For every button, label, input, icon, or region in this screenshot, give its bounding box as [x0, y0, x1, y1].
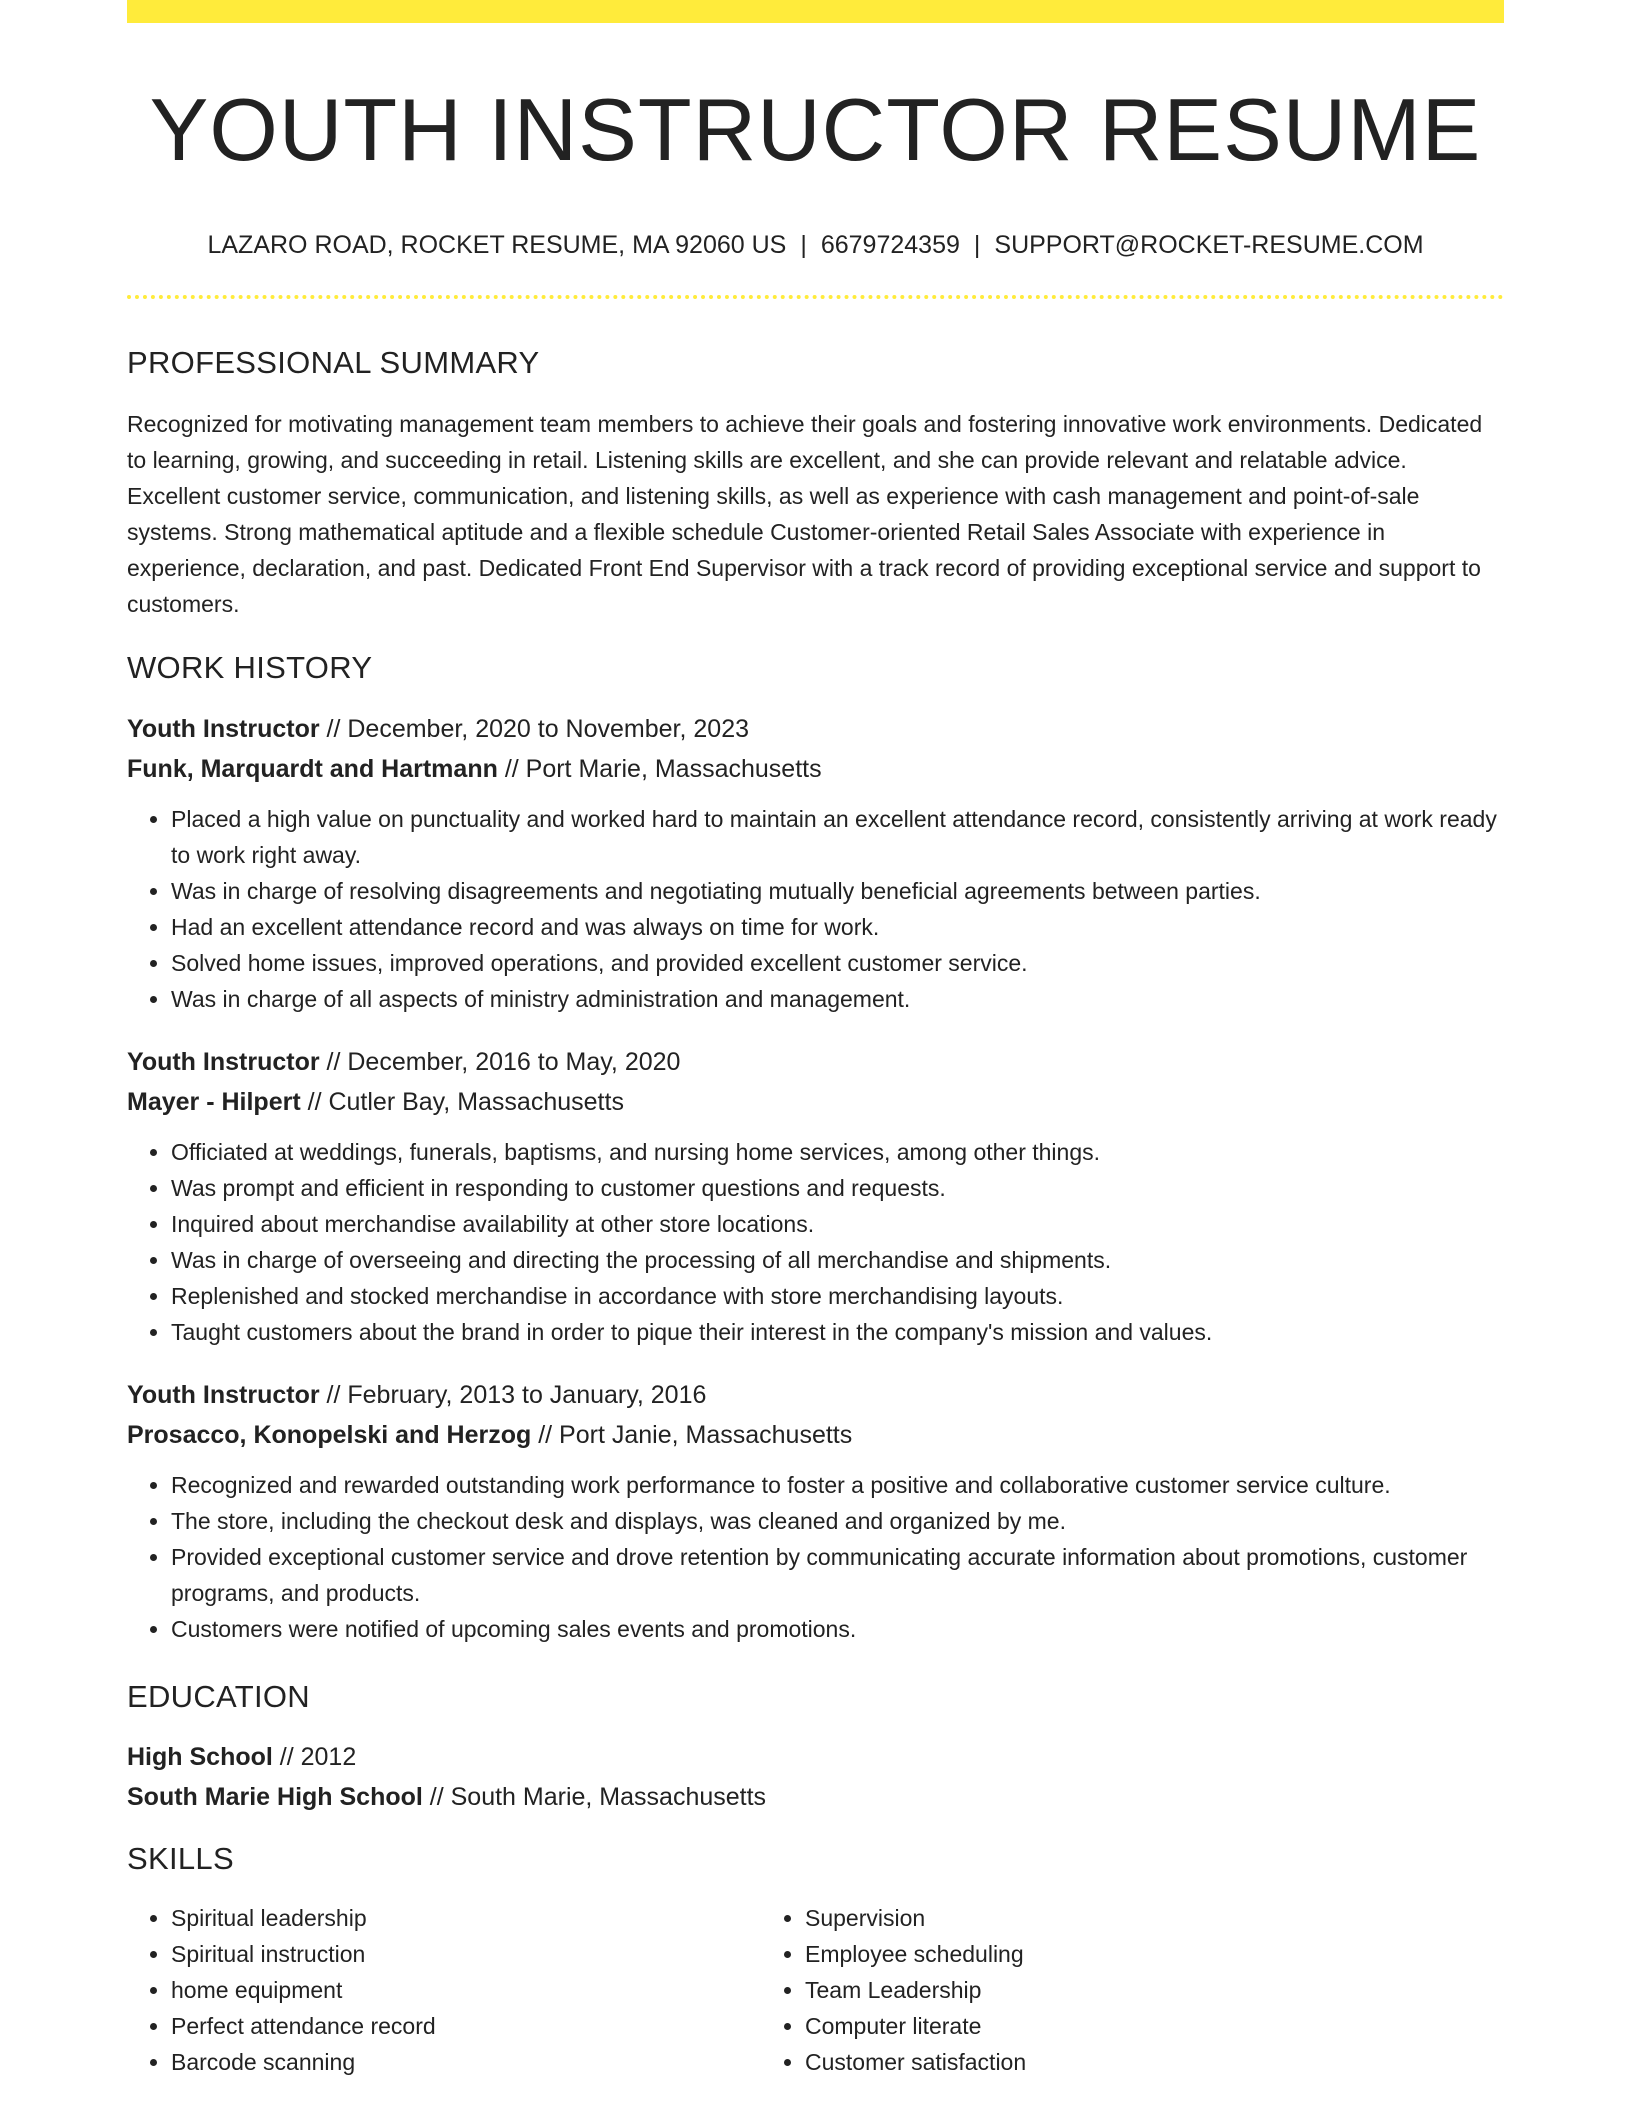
work-history-heading: WORK HISTORY — [127, 650, 373, 685]
skill-item: • Spiritual leadership — [171, 1900, 761, 1936]
contact-address: LAZARO ROAD, ROCKET RESUME, MA 92060 US — [207, 231, 787, 259]
job-bullet: • Solved home issues, improved operations, and provided excellent customer service. — [171, 945, 1504, 981]
summary-text: Recognized for motivating management team members to achieve their goals and fostering innovative work environments. Dedicated to learning, growing, and succeeding in retail. Listening skills are excellent, and she can provide relevant and relatable advice. Excellent customer service, communication, and listening skills, as well as experience with cash management and point-of-sale systems. Strong mathematical aptitude and a flexible schedule Customer-oriented Retail Sales Associate with experience in experience, declaration, and past. Dedicated Front End Supervisor with a track record of providing exceptional service and support to customers. — [127, 411, 1483, 617]
job-location: // Cutler Bay, Massachusetts — [300, 1088, 624, 1116]
job-bullet: • Had an excellent attendance record and was always on time for work. — [171, 909, 1504, 945]
job-title-line — [127, 1042, 1504, 1082]
education-heading: EDUCATION — [127, 1679, 310, 1714]
skill-item: • home equipment — [171, 1972, 761, 2008]
job-title: Youth Instructor — [127, 715, 320, 743]
job-dates: // December, 2016 to May, 2020 — [319, 1048, 681, 1076]
job-bullet: • Was in charge of all aspects of ministry administration and management. — [171, 981, 1504, 1017]
education-school-line — [127, 1777, 1504, 1817]
skill-item: • Supervision — [805, 1900, 1395, 1936]
job-bullet: • Was in charge of overseeing and directing the processing of all merchandise and shipments. — [171, 1242, 1504, 1278]
job-company: Prosacco, Konopelski and Herzog — [127, 1421, 532, 1449]
resume-title: YOUTH INSTRUCTOR RESUME — [149, 80, 1482, 179]
job-dates: // February, 2013 to January, 2016 — [319, 1381, 707, 1409]
job-title: Youth Instructor — [127, 1381, 320, 1409]
skills-column-right — [761, 1900, 1395, 2080]
contact-separator: | — [973, 231, 981, 259]
skills-grid — [127, 1900, 1504, 2080]
skill-item: • Computer literate — [805, 2008, 1395, 2044]
job-company-line — [127, 1415, 1504, 1455]
skill-item: • Perfect attendance record — [171, 2008, 761, 2044]
job-bullet: • Was prompt and efficient in responding to customer questions and requests. — [171, 1170, 1504, 1206]
skill-item: • Spiritual instruction — [171, 1936, 761, 1972]
job-bullets — [127, 801, 1504, 1017]
job-entry — [127, 709, 1504, 1017]
job-company: Funk, Marquardt and Hartmann — [127, 755, 498, 783]
job-bullet: • The store, including the checkout desk and displays, was cleaned and organized by me. — [171, 1503, 1504, 1539]
job-entry — [127, 1375, 1504, 1647]
skills-heading: SKILLS — [127, 1841, 234, 1876]
job-bullets — [127, 1134, 1504, 1350]
job-title-line — [127, 1375, 1504, 1415]
job-bullets — [127, 1467, 1504, 1647]
job-location: // Port Janie, Massachusetts — [531, 1421, 853, 1449]
job-bullet: • Was in charge of resolving disagreements and negotiating mutually beneficial agreements between parties. — [171, 873, 1504, 909]
education-year: // 2012 — [272, 1743, 357, 1771]
job-bullet: • Inquired about merchandise availability at other store locations. — [171, 1206, 1504, 1242]
skill-item: • Customer satisfaction — [805, 2044, 1395, 2080]
contact-line — [127, 233, 1504, 258]
contact-separator: | — [800, 231, 807, 259]
accent-top-bar — [127, 0, 1504, 23]
job-bullet: • Replenished and stocked merchandise in accordance with store merchandising layouts. — [171, 1278, 1504, 1314]
education-location: // South Marie, Massachusetts — [422, 1783, 767, 1811]
job-location: // Port Marie, Massachusetts — [497, 755, 822, 783]
education-degree-line — [127, 1737, 1504, 1777]
education-entry — [127, 1737, 1504, 1817]
job-company: Mayer - Hilpert — [127, 1088, 301, 1116]
education-degree: High School — [127, 1743, 273, 1771]
job-bullet: • Customers were notified of upcoming sales events and promotions. — [171, 1611, 1504, 1647]
summary-heading: PROFESSIONAL SUMMARY — [127, 345, 540, 380]
job-title-line — [127, 709, 1504, 749]
resume-page — [127, 0, 1504, 2080]
job-bullet: • Provided exceptional customer service and drove retention by communicating accurate information about promotions, customer programs, and products. — [171, 1539, 1504, 1611]
education-school: South Marie High School — [127, 1783, 423, 1811]
job-entry — [127, 1042, 1504, 1350]
skill-item: • Team Leadership — [805, 1972, 1395, 2008]
job-title: Youth Instructor — [127, 1048, 320, 1076]
contact-phone: 6679724359 — [820, 231, 960, 259]
job-dates: // December, 2020 to November, 2023 — [319, 715, 749, 743]
job-bullet: • Taught customers about the brand in order to pique their interest in the company's mission and values. — [171, 1314, 1504, 1350]
job-company-line — [127, 1082, 1504, 1122]
skills-column-left — [127, 1900, 761, 2080]
contact-email: SUPPORT@ROCKET-RESUME.COM — [994, 231, 1424, 259]
job-company-line — [127, 749, 1504, 789]
skill-item: • Employee scheduling — [805, 1936, 1395, 1972]
job-bullet: • Officiated at weddings, funerals, baptisms, and nursing home services, among other things. — [171, 1134, 1504, 1170]
skill-item: • Barcode scanning — [171, 2044, 761, 2080]
job-bullet: • Placed a high value on punctuality and worked hard to maintain an excellent attendance record, consistently arriving at work ready to work right away. — [171, 801, 1504, 873]
job-bullet: • Recognized and rewarded outstanding work performance to foster a positive and collaborative customer service culture. — [171, 1467, 1504, 1503]
dotted-divider — [127, 295, 1504, 299]
